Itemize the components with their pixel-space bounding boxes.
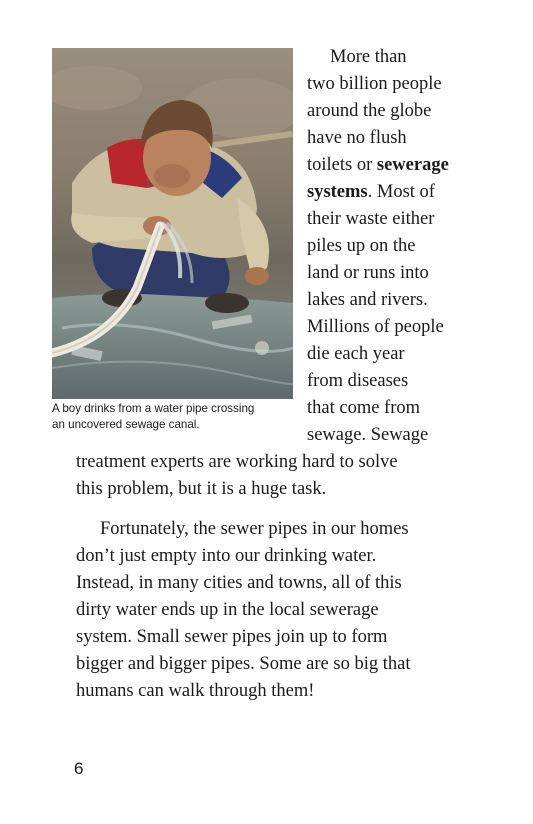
body-line: treatment experts are working hard to solve (76, 452, 398, 472)
body-line: More than (330, 47, 407, 67)
body-line: Fortunately, the sewer pipes in our homes (100, 519, 409, 539)
key-term-sewerage: sewerage (376, 155, 449, 175)
body-line: two billion people (307, 74, 442, 94)
caption-line: an uncovered sewage canal. (52, 418, 200, 431)
body-line: Millions of people (307, 317, 444, 337)
body-line: Instead, in many cities and towns, all of this (76, 573, 402, 593)
body-line (307, 179, 435, 206)
body-text: . Most of (367, 182, 435, 202)
body-line: this problem, but it is a huge task. (76, 479, 327, 499)
body-line: humans can walk through them! (76, 681, 315, 701)
body-line: land or runs into (307, 263, 429, 283)
body-line: from diseases (307, 371, 409, 391)
photo-boy-drinking (52, 48, 293, 399)
body-line: system. Small sewer pipes join up to form (76, 627, 388, 647)
body-line: lakes and rivers. (307, 290, 428, 310)
body-line: dirty water ends up in the local sewerage (76, 600, 379, 620)
page-number: 6 (74, 759, 84, 778)
body-text: toilets or (307, 155, 377, 175)
body-line: that come from (307, 398, 421, 418)
body-line: sewage. Sewage (307, 425, 429, 445)
body-line: bigger and bigger pipes. Some are so big that (76, 654, 411, 674)
key-term-systems: systems (307, 182, 368, 202)
body-line: piles up on the (307, 236, 416, 256)
body-line: around the globe (307, 101, 432, 121)
body-line: die each year (307, 344, 405, 364)
body-line: have no flush (307, 128, 407, 148)
body-line (307, 152, 449, 179)
photo-caption (52, 401, 297, 433)
body-line: their waste either (307, 209, 435, 229)
caption-line: A boy drinks from a water pipe crossing (52, 402, 255, 415)
body-line: don’t just empty into our drinking water. (76, 546, 377, 566)
